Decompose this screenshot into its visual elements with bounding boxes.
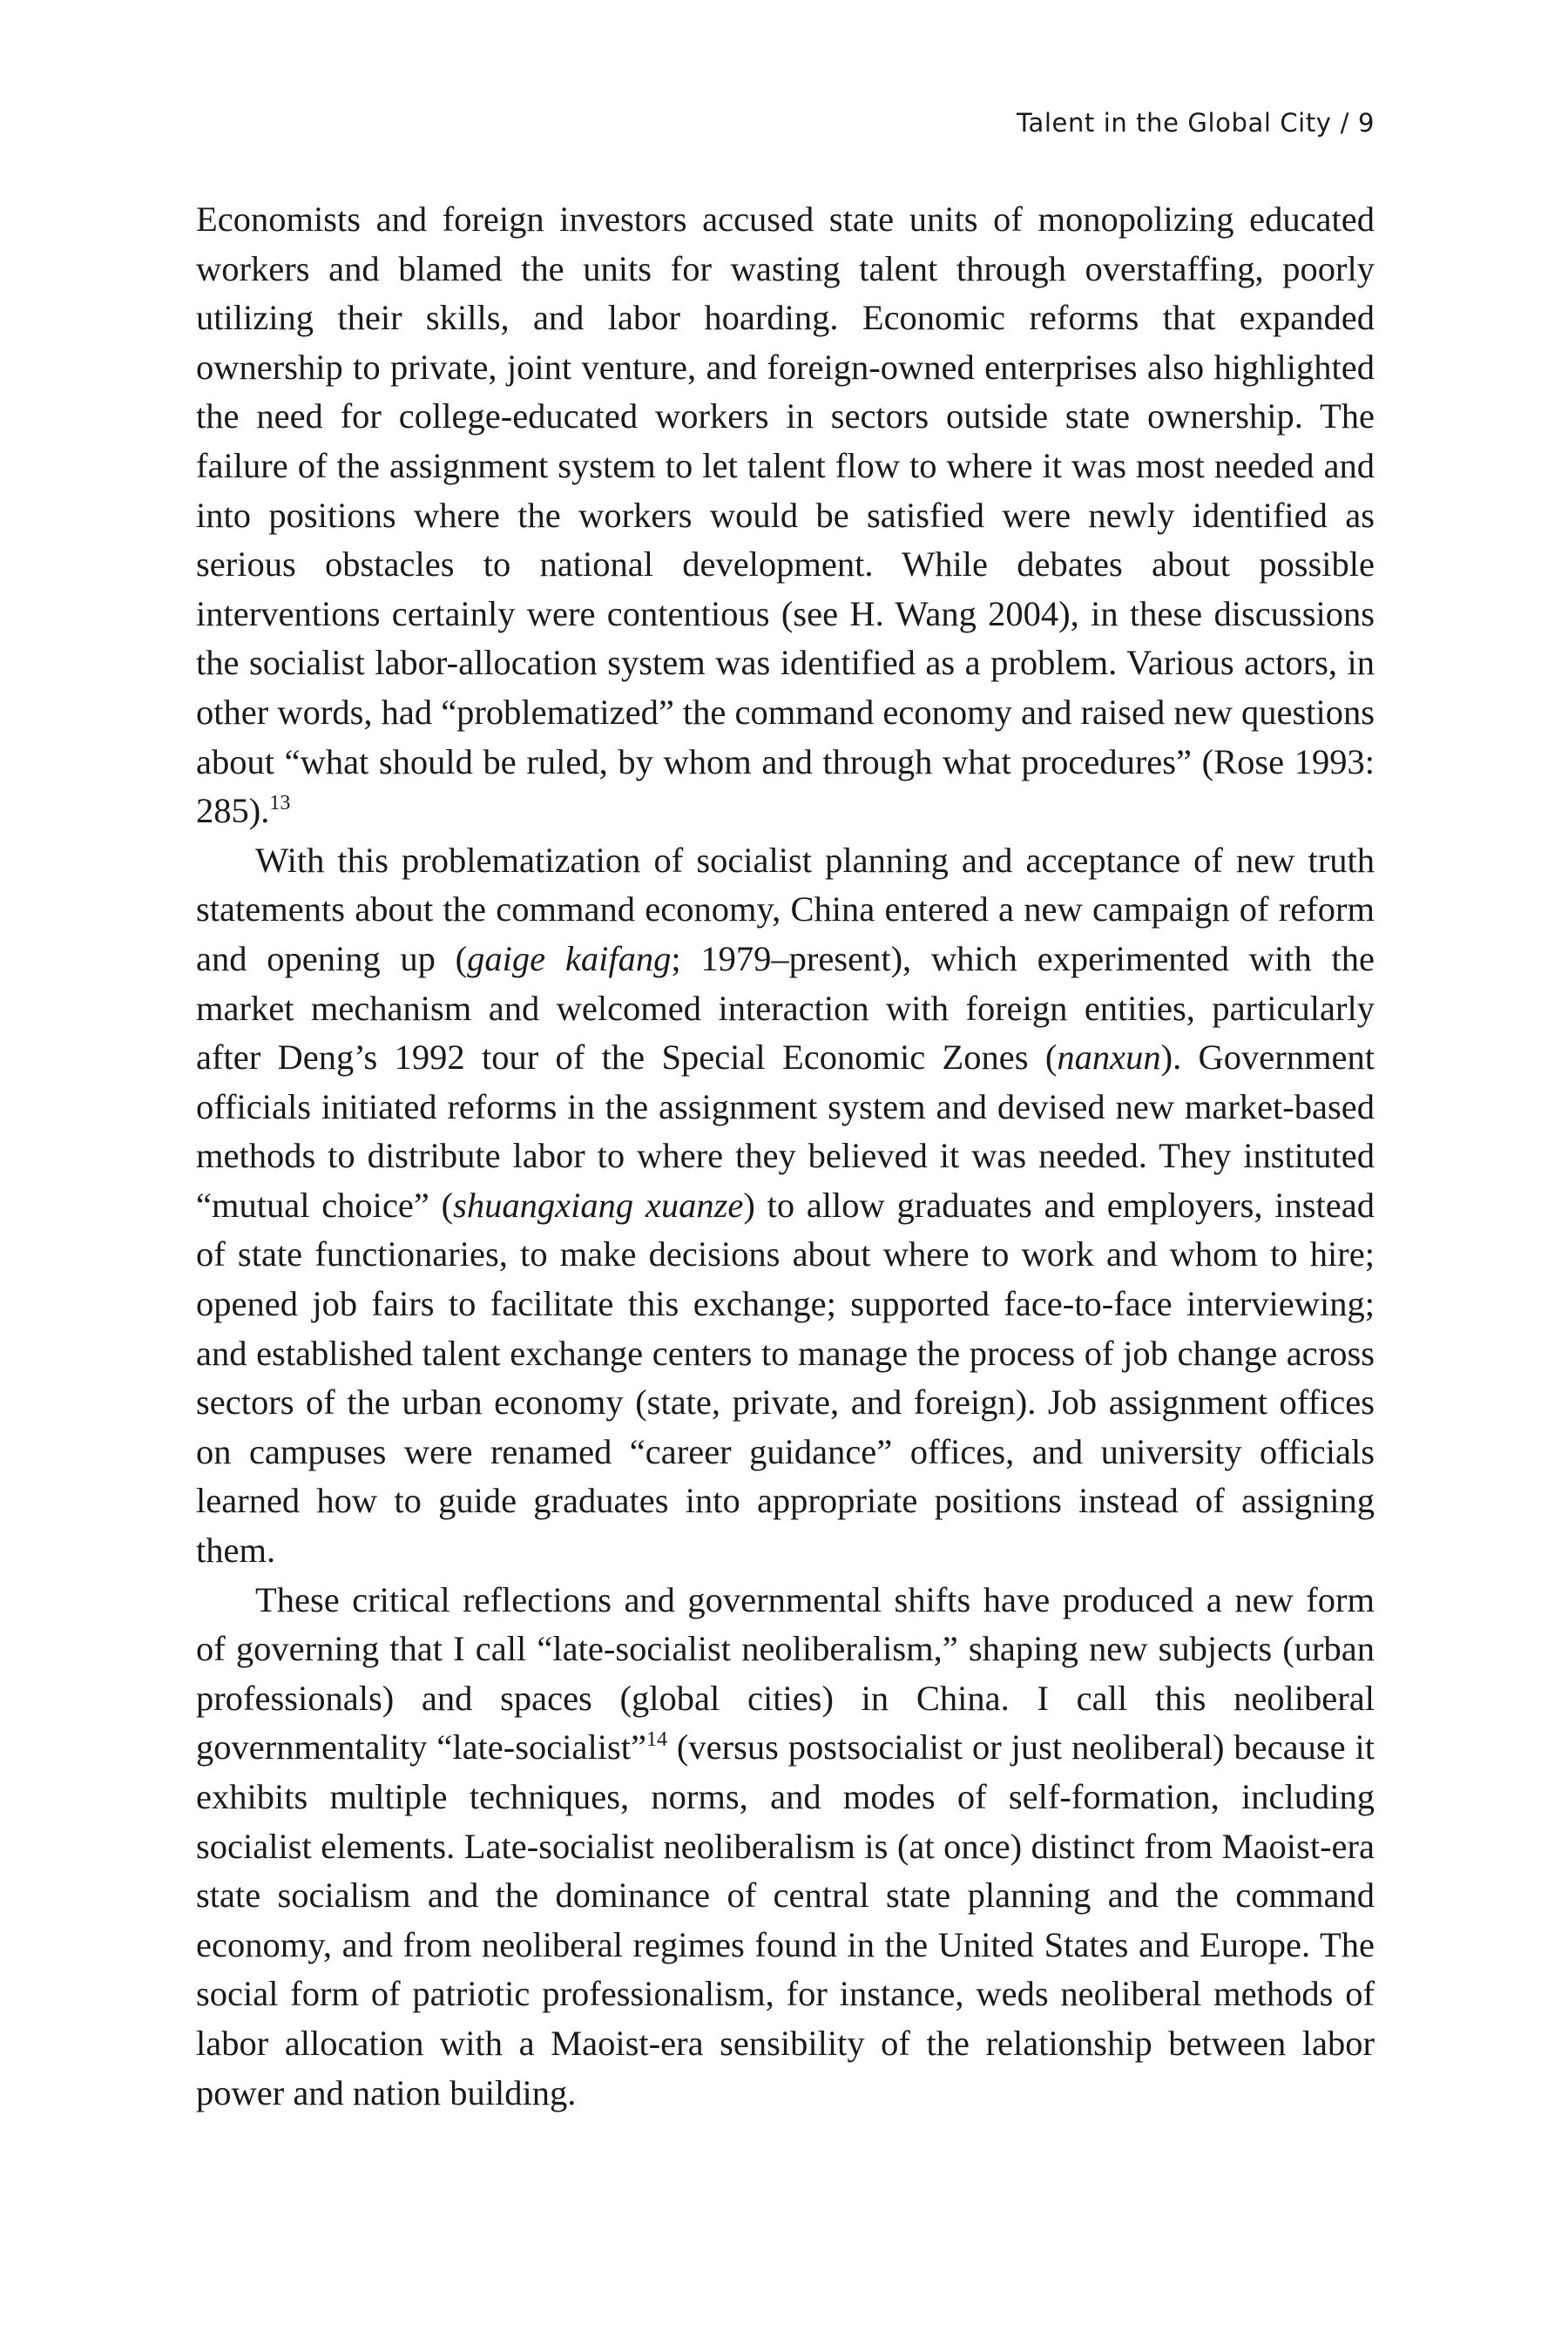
paragraph-text: (versus postsocialist or just neoliberal) because it exhibits multiple techniques, norms, and modes of self-formation, including socialist elements. Late-socialist neoliberalism is (at once) distinct from Maoist-era state socialism and the dominance of central state planning and the command economy, and from neoliberal regimes found in the United States and Europe. The social form of patriotic professionalism, for instance, weds neoliberal methods of labor allocation with a Maoist-era sensibility of the relationship between labor power and nation building.	[196, 1727, 1375, 2112]
paragraph-text: ). Government officials initiated reforms in the assignment system and devised new market-based methods to distribute labor to where they believed it was needed. They instituted “mutual choice” (	[196, 1037, 1375, 1225]
paragraph-text: ) to allow graduates and employers, instead of state functionaries, to make decisions about where to work and whom to hire; opened job fairs to facilitate this exchange; supported face-to-face interviewing; and established talent exchange centers to manage the process of job change across sectors of the urban economy (state, private, and foreign). Job assignment offices on campuses were renamed “career guidance” offices, and university officials learned how to guide graduates into appropriate positions instead of assigning them.	[196, 1185, 1375, 1571]
italic-term-nanxun: nanxun	[1057, 1037, 1161, 1078]
paragraph-text: ; 1979–present), which experimented with the market mechanism and welcomed interaction with foreign entities, particularly after Deng’s 1992 tour of the Special Economic Zones (	[196, 938, 1375, 1078]
paragraph-1	[196, 195, 1375, 836]
paragraph-text: These critical reflections and governmental shifts have produced a new form of governing that I call “late-socialist neoliberalism,” shaping new subjects (urban professionals) and spaces (global cities) in China. I call this neoliberal governmentality “late-socialist”	[196, 1579, 1375, 1767]
page-number: 9	[1357, 108, 1375, 138]
body-text	[196, 195, 1375, 2118]
italic-term-gaige-kaifang: gaige kaifang	[467, 938, 672, 978]
paragraph-text: Economists and foreign investors accused state units of monopolizing educated workers and blamed the units for wasting talent through overstaffing, poorly utilizing their skills, and labor hoarding. Economic reforms that expanded ownership to private, joint venture, and foreign-owned enterprises also highlighted the need for college-educated workers in sectors outside state ownership. The failure of the assignment system to let talent flow to where it was most needed and into positions where the workers would be satisfied were newly identified as serious obstacles to national development. While debates about possible interventions certainly were contentious (see H. Wang 2004), in these discussions the socialist labor-allocation system was identified as a problem. Various actors, in other words, had “problematized” the command economy and raised new questions about “what should be ruled, by whom and through what procedures” (Rose 1993: 285).	[196, 199, 1375, 831]
italic-term-shuangxiang-xuanze: shuangxiang xuanze	[453, 1185, 744, 1225]
paragraph-2	[196, 836, 1375, 1576]
paragraph-text: With this problematization of socialist planning and acceptance of new truth statements about the command economy, China entered a new campaign of reform and opening up (	[196, 840, 1375, 978]
footnote-ref-14: 14	[645, 1728, 667, 1752]
running-head	[1017, 108, 1375, 138]
paragraph-3	[196, 1576, 1375, 2119]
running-head-title: Talent in the Global City	[1016, 108, 1332, 138]
footnote-ref-13: 13	[269, 792, 291, 815]
running-head-separator: /	[1340, 108, 1349, 138]
